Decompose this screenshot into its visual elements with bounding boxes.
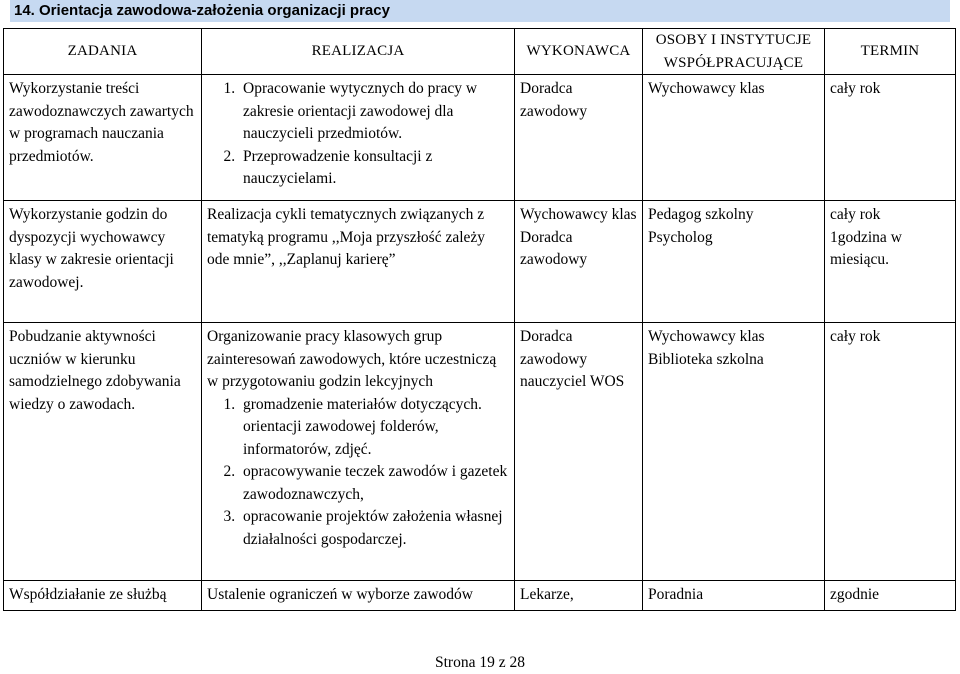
cell-realizacja: Realizacja cykli tematycznych związanych z tematyką programu ,,Moja przyszłość zależy ode mnie”, ,,Zaplanuj karierę”: [202, 201, 515, 323]
termin-line: cały rok: [830, 328, 881, 345]
list-item: 2. Przeprowadzenie konsultacji z nauczycielami.: [239, 146, 509, 191]
termin-line: cały rok: [830, 206, 881, 223]
cell-termin: [825, 323, 956, 581]
wykonawca-line: Doradca zawodowy: [520, 228, 588, 268]
wykonawca-line: Doradca zawodowy: [520, 80, 588, 120]
header-wykonawca: WYKONAWCA: [515, 29, 643, 75]
table-header-row: [4, 29, 956, 75]
cell-zadania: Wykorzystanie godzin do dyspozycji wychowawcy klasy w zakresie orientacji zawodowej.: [4, 201, 202, 323]
cell-zadania: Pobudzanie aktywności uczniów w kierunku samodzielnego zdobywania wiedzy o zawodach.: [4, 323, 202, 581]
osoby-line: Poradnia: [648, 586, 704, 603]
header-termin: TERMIN: [825, 29, 956, 75]
cell-osoby: [643, 323, 825, 581]
table-row: [4, 201, 956, 323]
header-osoby-line1: OSOBY I INSTYTUCJE: [655, 32, 812, 48]
header-osoby: [643, 29, 825, 75]
cell-wykonawca: [515, 201, 643, 323]
list-item: 2. opracowywanie teczek zawodów i gazetek zawodoznawczych,: [239, 461, 509, 506]
list-item: 1. Opracowanie wytycznych do pracy w zakresie orientacji zawodowej dla nauczycieli przedmiotów.: [239, 78, 509, 146]
cell-zadania: Współdziałanie ze służbą: [4, 581, 202, 611]
section-heading: 14. Orientacja zawodowa-założenia organizacji pracy: [10, 0, 950, 22]
realizacja-intro: Organizowanie pracy klasowych grup zainteresowań zawodowych, które uczestniczą w przygotowaniu godzin lekcyjnych: [207, 328, 497, 390]
header-zadania: ZADANIA: [4, 29, 202, 75]
osoby-line: Wychowawcy klas: [648, 80, 765, 97]
cell-realizacja: Ustalenie ograniczeń w wyborze zawodów: [202, 581, 515, 611]
osoby-line: Psycholog: [648, 228, 713, 246]
wykonawca-line: Doradca zawodowy: [520, 328, 588, 368]
termin-line: 1godzina w miesiącu.: [830, 228, 902, 268]
termin-line: zgodnie: [830, 586, 880, 603]
table-row: [4, 323, 956, 581]
termin-line: cały rok: [830, 80, 881, 97]
cell-osoby: [643, 581, 825, 611]
cell-wykonawca: [515, 323, 643, 581]
osoby-line: Wychowawcy klas: [648, 328, 765, 345]
cell-zadania: Wykorzystanie treści zawodoznawczych zawartych w programach nauczania przedmiotów.: [4, 75, 202, 201]
osoby-line: Biblioteka szkolna: [648, 350, 764, 368]
organization-table: [3, 28, 956, 611]
cell-termin: [825, 581, 956, 611]
wykonawca-line: Wychowawcy klas: [520, 206, 637, 223]
list-item: 1. gromadzenie materiałów dotyczących. orientacji zawodowej folderów, informatorów, zdjęć.: [239, 394, 509, 462]
cell-termin: [825, 201, 956, 323]
cell-wykonawca: [515, 75, 643, 201]
osoby-line: Pedagog szkolny: [648, 206, 754, 223]
cell-osoby: [643, 75, 825, 201]
wykonawca-line: Lekarze,: [520, 586, 574, 603]
header-realizacja: REALIZACJA: [202, 29, 515, 75]
cell-wykonawca: [515, 581, 643, 611]
header-osoby-line2: WSPÓŁPRACUJĄCE: [663, 54, 804, 71]
table-row: [4, 581, 956, 611]
list-item: 3. opracowanie projektów założenia własnej działalności gospodarczej.: [239, 506, 509, 551]
cell-termin: [825, 75, 956, 201]
cell-osoby: [643, 201, 825, 323]
cell-realizacja: [202, 75, 515, 201]
wykonawca-line: nauczyciel WOS: [520, 373, 625, 390]
table-row: [4, 75, 956, 201]
page-number: Strona 19 z 28: [435, 654, 525, 671]
cell-realizacja: [202, 323, 515, 581]
